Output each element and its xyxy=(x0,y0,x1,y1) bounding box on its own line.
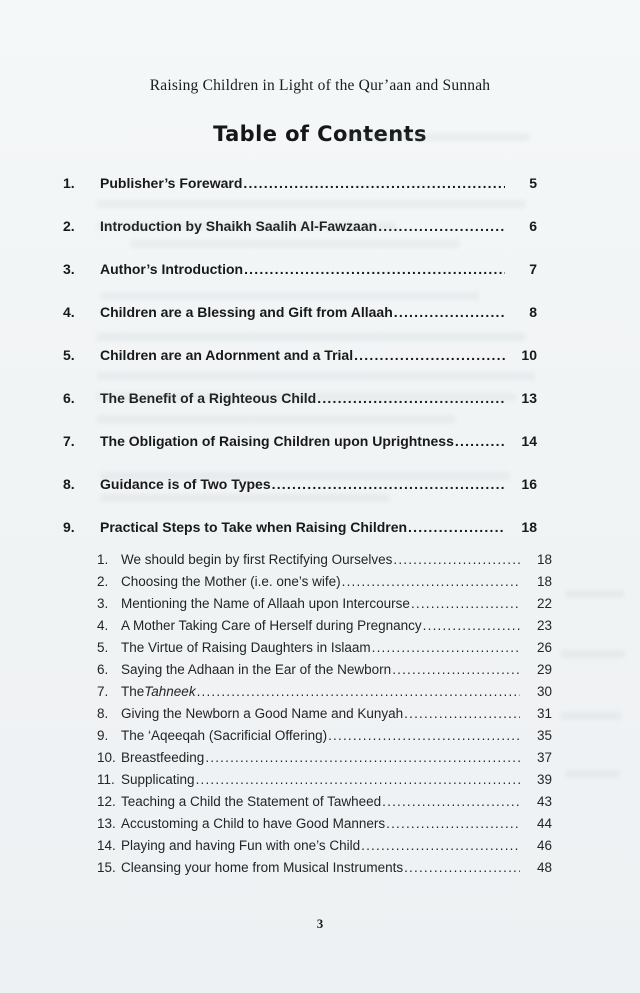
toc-subentry-label: We should begin by first Rectifying Ourselves xyxy=(121,552,393,567)
toc-subentry-page: 43 xyxy=(536,794,552,809)
toc-entry-label: The Obligation of Raising Children upon Uprightness xyxy=(100,433,454,449)
toc-entry xyxy=(63,518,537,536)
toc-subentry-number: 10. xyxy=(97,750,116,765)
toc-subentry-number: 15. xyxy=(97,860,116,875)
dot-leader xyxy=(205,747,520,769)
dot-leader xyxy=(394,303,505,321)
toc-entry-page: 5 xyxy=(529,175,537,191)
toc-entry-number: 5. xyxy=(63,347,75,363)
dot-leader xyxy=(342,571,520,593)
toc-subentry-number: 11. xyxy=(97,772,115,787)
toc-entry-number: 4. xyxy=(63,304,75,320)
toc-subentry-number: 12. xyxy=(97,794,116,809)
bleed-through-artifact xyxy=(565,590,625,598)
toc-subentry-page: 26 xyxy=(536,640,552,655)
toc-entry xyxy=(63,217,537,235)
toc-subentry-label: Saying the Adhaan in the Ear of the Newborn xyxy=(121,662,392,677)
toc-subentry xyxy=(97,659,552,681)
toc-entry-label: Children are an Adornment and a Trial xyxy=(100,347,354,363)
dot-leader xyxy=(244,260,505,278)
toc-subentry xyxy=(97,835,552,857)
toc-entry-page: 10 xyxy=(521,347,537,363)
toc-subentry-label: Playing and having Fun with one’s Child xyxy=(121,838,361,853)
toc-entry-page: 14 xyxy=(521,433,537,449)
toc-subentry xyxy=(97,549,552,571)
running-header: Raising Children in Light of the Qur’aan and Sunnah xyxy=(149,77,491,94)
toc-subentry-number: 4. xyxy=(97,618,109,633)
toc-subentry-number: 13. xyxy=(97,816,116,831)
toc-subentry xyxy=(97,769,552,791)
toc-entry-label: Publisher’s Foreward xyxy=(100,175,243,191)
dot-leader xyxy=(408,518,505,536)
toc-subentry-page: 18 xyxy=(536,574,552,589)
dot-leader xyxy=(372,637,520,659)
dot-leader xyxy=(404,857,520,879)
toc-subentry-page: 48 xyxy=(536,860,552,875)
dot-leader xyxy=(392,659,520,681)
toc-entry-page: 7 xyxy=(529,261,537,277)
toc-subentry-page: 22 xyxy=(536,596,552,611)
toc-subentry-page: 37 xyxy=(536,750,552,765)
toc-entry-label: Children are a Blessing and Gift from Allaah xyxy=(100,304,393,320)
toc-subentry-label: Giving the Newborn a Good Name and Kunyah xyxy=(121,706,404,721)
dot-leader xyxy=(423,615,520,637)
bleed-through-artifact xyxy=(560,712,622,720)
dot-leader xyxy=(411,593,520,615)
toc-subentry-page: 29 xyxy=(536,662,552,677)
toc-subentry-number: 1. xyxy=(97,552,109,567)
dot-leader xyxy=(386,813,520,835)
toc-entry-number: 7. xyxy=(63,433,75,449)
toc-entry xyxy=(63,389,537,407)
toc-entry xyxy=(63,260,537,278)
toc-subentry-page: 18 xyxy=(536,552,552,567)
dot-leader xyxy=(382,791,520,813)
toc-entry-label: Guidance is of Two Types xyxy=(100,476,271,492)
toc-subentry xyxy=(97,747,552,769)
toc-entry-page: 8 xyxy=(529,304,537,320)
toc-entry-page: 6 xyxy=(529,218,537,234)
toc-entry-label: Introduction by Shaikh Saalih Al-Fawzaan xyxy=(100,218,378,234)
toc-subentry xyxy=(97,791,552,813)
toc-subentry xyxy=(97,703,552,725)
toc-subentry-number: 5. xyxy=(97,640,109,655)
toc-subentry xyxy=(97,725,552,747)
dot-leader xyxy=(197,681,520,703)
bleed-through-artifact xyxy=(560,650,625,658)
dot-leader xyxy=(404,703,520,725)
toc-subentry-label: Breastfeeding xyxy=(121,750,205,765)
toc-sub-list xyxy=(97,549,552,879)
toc-entry-number: 3. xyxy=(63,261,75,277)
toc-subentry-label: Accustoming a Child to have Good Manners xyxy=(121,816,386,831)
dot-leader xyxy=(272,475,505,493)
toc-entry xyxy=(63,303,537,321)
toc-entry-page: 18 xyxy=(521,519,537,535)
toc-subentry xyxy=(97,637,552,659)
toc-entry xyxy=(63,432,537,450)
toc-subentry-number: 8. xyxy=(97,706,109,721)
toc-subentry-label: Cleansing your home from Musical Instruments xyxy=(121,860,404,875)
toc-subentry-label: Mentioning the Name of Allaah upon Intercourse xyxy=(121,596,410,611)
toc-entry-number: 6. xyxy=(63,390,75,406)
toc-subentry xyxy=(97,615,552,637)
toc-subentry-number: 7. xyxy=(97,684,109,699)
toc-subentry xyxy=(97,681,552,703)
toc-entry-number: 1. xyxy=(63,175,75,191)
page-title: Table of Contents xyxy=(213,122,427,146)
dot-leader xyxy=(393,549,520,571)
toc-entry-page: 13 xyxy=(521,390,537,406)
toc-entry-number: 8. xyxy=(63,476,75,492)
toc-subentry-label: A Mother Taking Care of Herself during Pregnancy xyxy=(121,618,422,633)
page-number: 3 xyxy=(316,916,324,931)
toc-subentry xyxy=(97,857,552,879)
toc-entry xyxy=(63,475,537,493)
toc-subentry-number: 9. xyxy=(97,728,109,743)
toc-subentry xyxy=(97,571,552,593)
dot-leader xyxy=(455,432,505,450)
dot-leader xyxy=(317,389,505,407)
toc-subentry-label: Choosing the Mother (i.e. one’s wife) xyxy=(121,574,341,589)
toc-subentry-page: 44 xyxy=(536,816,552,831)
toc-entry-page: 16 xyxy=(521,476,537,492)
dot-leader xyxy=(328,725,520,747)
dot-leader xyxy=(378,217,505,235)
toc-subentry xyxy=(97,593,552,615)
toc-entry-label: The Benefit of a Righteous Child xyxy=(100,390,317,406)
dot-leader xyxy=(243,174,505,192)
toc-subentry-label: Supplicating xyxy=(121,772,195,787)
toc-subentry-number: 6. xyxy=(97,662,109,677)
toc-subentry-label: The ‘Aqeeqah (Sacrificial Offering) xyxy=(121,728,328,743)
toc-subentry-page: 39 xyxy=(536,772,552,787)
dot-leader xyxy=(196,769,520,791)
toc-subentry-page: 23 xyxy=(536,618,552,633)
toc-subentry-label: The xyxy=(121,684,145,699)
toc-main-list xyxy=(63,174,537,536)
toc-entry-number: 9. xyxy=(63,519,75,535)
toc-subentry-label: Teaching a Child the Statement of Tawheed xyxy=(121,794,382,809)
toc-subentry-page: 31 xyxy=(536,706,552,721)
toc-subentry xyxy=(97,813,552,835)
toc-entry xyxy=(63,346,537,364)
toc-subentry-page: 35 xyxy=(536,728,552,743)
dot-leader xyxy=(354,346,505,364)
toc-entry xyxy=(63,174,537,192)
toc-subentry-label: The Virtue of Raising Daughters in Islaam xyxy=(121,640,371,655)
toc-entry-label: Author’s Introduction xyxy=(100,261,244,277)
toc-subentry-page: 30 xyxy=(536,684,552,699)
toc-subentry-number: 2. xyxy=(97,574,109,589)
toc-subentry-number: 14. xyxy=(97,838,116,853)
toc-subentry-number: 3. xyxy=(97,596,109,611)
toc-subentry-label-italic: Tahneek xyxy=(144,684,196,699)
dot-leader xyxy=(361,835,520,857)
toc-entry-label: Practical Steps to Take when Raising Children xyxy=(100,519,408,535)
toc-subentry-page: 46 xyxy=(536,838,552,853)
bleed-through-artifact xyxy=(565,770,620,778)
toc-entry-number: 2. xyxy=(63,218,75,234)
